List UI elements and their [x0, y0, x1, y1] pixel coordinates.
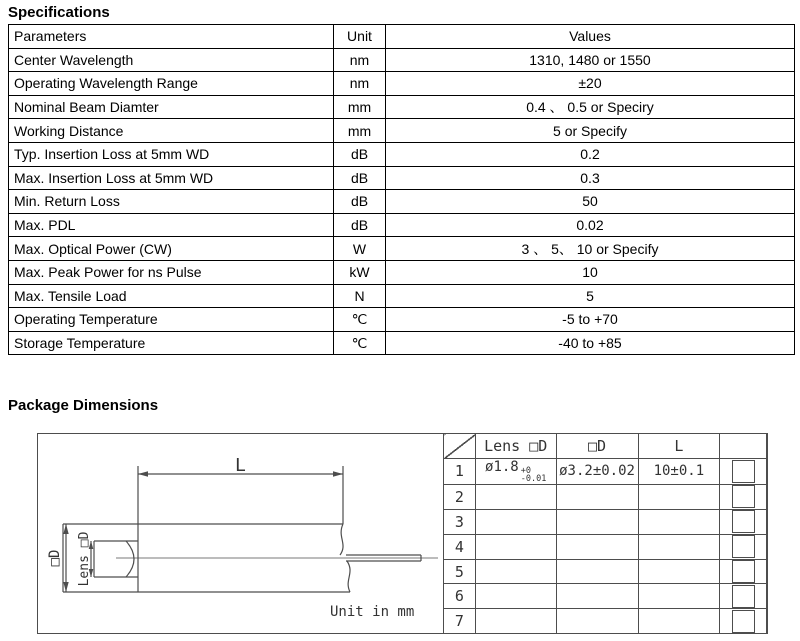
spec-header-row — [9, 25, 795, 49]
spec-unit: nm — [334, 72, 386, 96]
spec-value: 50 — [386, 190, 795, 214]
spec-param: Max. Peak Power for ns Pulse — [9, 260, 334, 284]
dims-length-value — [638, 484, 720, 509]
spec-value: 0.4 、 0.5 or Speciry — [386, 95, 795, 119]
spec-value: 5 or Specify — [386, 119, 795, 143]
arrowhead-icon — [63, 582, 68, 592]
dims-od-value — [556, 584, 638, 609]
dims-header-od: □D — [556, 434, 638, 459]
dims-header-blank — [720, 434, 767, 459]
check-square — [732, 585, 755, 608]
lens-diameter-label: Lens □D — [77, 531, 92, 587]
dims-lens-od-value — [475, 534, 556, 559]
spec-param: Operating Wavelength Range — [9, 72, 334, 96]
dims-lens-od-value — [475, 458, 556, 484]
spec-param: Nominal Beam Diamter — [9, 95, 334, 119]
check-square — [732, 560, 755, 583]
dims-length-value: 10±0.1 — [638, 458, 720, 484]
lens-outline — [94, 541, 138, 577]
check-square — [732, 610, 755, 633]
lens-od-base: ø1.8 — [485, 458, 519, 475]
table-row — [9, 72, 795, 96]
spec-param: Typ. Insertion Loss at 5mm WD — [9, 142, 334, 166]
dims-check-cell — [720, 609, 767, 634]
spec-unit: kW — [334, 260, 386, 284]
table-row — [444, 484, 767, 509]
dims-lens-od-value — [475, 509, 556, 534]
table-row — [9, 284, 795, 308]
table-row — [9, 48, 795, 72]
spec-value: 10 — [386, 260, 795, 284]
spec-param: Operating Temperature — [9, 308, 334, 332]
arrowhead-icon — [138, 471, 148, 476]
spec-unit: mm — [334, 119, 386, 143]
spec-param: Max. Tensile Load — [9, 284, 334, 308]
tolerance-upper: +0 — [520, 465, 531, 476]
check-square — [732, 510, 755, 533]
table-row — [9, 166, 795, 190]
dimensions-table — [443, 433, 767, 634]
table-row — [444, 509, 767, 534]
spec-param: Storage Temperature — [9, 331, 334, 355]
break-line-bottom — [347, 561, 350, 592]
dims-check-cell — [720, 458, 767, 484]
arrowhead-icon — [63, 524, 68, 534]
dims-od-value — [556, 534, 638, 559]
spec-param: Min. Return Loss — [9, 190, 334, 214]
table-row — [9, 260, 795, 284]
dims-row-number: 4 — [444, 534, 476, 559]
arrowhead-icon — [333, 471, 343, 476]
dims-header-lens-od: Lens □D — [475, 434, 556, 459]
spec-header-parameters: Parameters — [9, 25, 334, 49]
break-line-top — [340, 524, 343, 555]
table-row — [444, 584, 767, 609]
spec-header-values: Values — [386, 25, 795, 49]
dims-od-value: ø3.2±0.02 — [556, 458, 638, 484]
spec-unit: dB — [334, 213, 386, 237]
spec-unit: dB — [334, 166, 386, 190]
dims-lens-od-value — [475, 609, 556, 634]
dims-row-number: 2 — [444, 484, 476, 509]
table-row — [9, 95, 795, 119]
spec-value: -40 to +85 — [386, 331, 795, 355]
table-row — [444, 534, 767, 559]
table-row — [9, 119, 795, 143]
dims-od-value — [556, 484, 638, 509]
diagonal-header-cell — [444, 434, 476, 459]
spec-unit: ℃ — [334, 308, 386, 332]
spec-unit: mm — [334, 95, 386, 119]
dims-length-value — [638, 534, 720, 559]
dims-lens-od-value — [475, 484, 556, 509]
dims-lens-od-value — [475, 559, 556, 584]
dims-row-number: 5 — [444, 559, 476, 584]
spec-header-unit: Unit — [334, 25, 386, 49]
table-row — [444, 609, 767, 634]
spec-param: Max. PDL — [9, 213, 334, 237]
dims-row-number: 3 — [444, 509, 476, 534]
dims-length-value — [638, 584, 720, 609]
dims-check-cell — [720, 584, 767, 609]
specifications-table — [8, 24, 795, 355]
package-dimensions-figure — [37, 433, 768, 634]
dims-row-number: 6 — [444, 584, 476, 609]
spec-value: 0.3 — [386, 166, 795, 190]
dims-row-number: 1 — [444, 458, 476, 484]
table-row — [9, 331, 795, 355]
spec-value: 3 、 5、 10 or Specify — [386, 237, 795, 261]
spec-value: -5 to +70 — [386, 308, 795, 332]
dims-check-cell — [720, 509, 767, 534]
check-square — [732, 535, 755, 558]
dims-od-value — [556, 609, 638, 634]
table-row — [9, 237, 795, 261]
table-row — [444, 458, 767, 484]
dims-check-cell — [720, 559, 767, 584]
dims-od-value — [556, 509, 638, 534]
spec-param: Center Wavelength — [9, 48, 334, 72]
spec-unit: dB — [334, 190, 386, 214]
tolerance-lower: -0.01 — [520, 474, 547, 485]
dims-check-cell — [720, 484, 767, 509]
table-row — [9, 190, 795, 214]
dims-row-number: 7 — [444, 609, 476, 634]
dims-check-cell — [720, 534, 767, 559]
length-dimension-label: L — [235, 455, 246, 476]
dims-od-value — [556, 559, 638, 584]
dims-header-row — [444, 434, 767, 459]
table-row — [444, 559, 767, 584]
dims-lens-od-value — [475, 584, 556, 609]
spec-unit: ℃ — [334, 331, 386, 355]
spec-value: 5 — [386, 284, 795, 308]
spec-unit: nm — [334, 48, 386, 72]
lens-curved-face — [126, 541, 134, 577]
dims-length-value — [638, 509, 720, 534]
spec-value: 0.02 — [386, 213, 795, 237]
package-dimensions-title: Package Dimensions — [8, 397, 159, 414]
tolerance-stack — [521, 467, 547, 484]
table-row — [9, 142, 795, 166]
spec-unit: dB — [334, 142, 386, 166]
table-row — [9, 308, 795, 332]
spec-unit: W — [334, 237, 386, 261]
check-square — [732, 485, 755, 508]
spec-param: Working Distance — [9, 119, 334, 143]
spec-param: Max. Optical Power (CW) — [9, 237, 334, 261]
spec-param: Max. Insertion Loss at 5mm WD — [9, 166, 334, 190]
unit-note: Unit in mm — [330, 604, 415, 620]
table-row — [9, 213, 795, 237]
dims-length-value — [638, 609, 720, 634]
spec-value: 1310, 1480 or 1550 — [386, 48, 795, 72]
specifications-title: Specifications — [8, 4, 110, 21]
dims-length-value — [638, 559, 720, 584]
check-square — [732, 460, 755, 483]
spec-value: ±20 — [386, 72, 795, 96]
spec-unit: N — [334, 284, 386, 308]
dims-header-length: L — [638, 434, 720, 459]
outer-diameter-label: □D — [47, 549, 63, 567]
spec-value: 0.2 — [386, 142, 795, 166]
